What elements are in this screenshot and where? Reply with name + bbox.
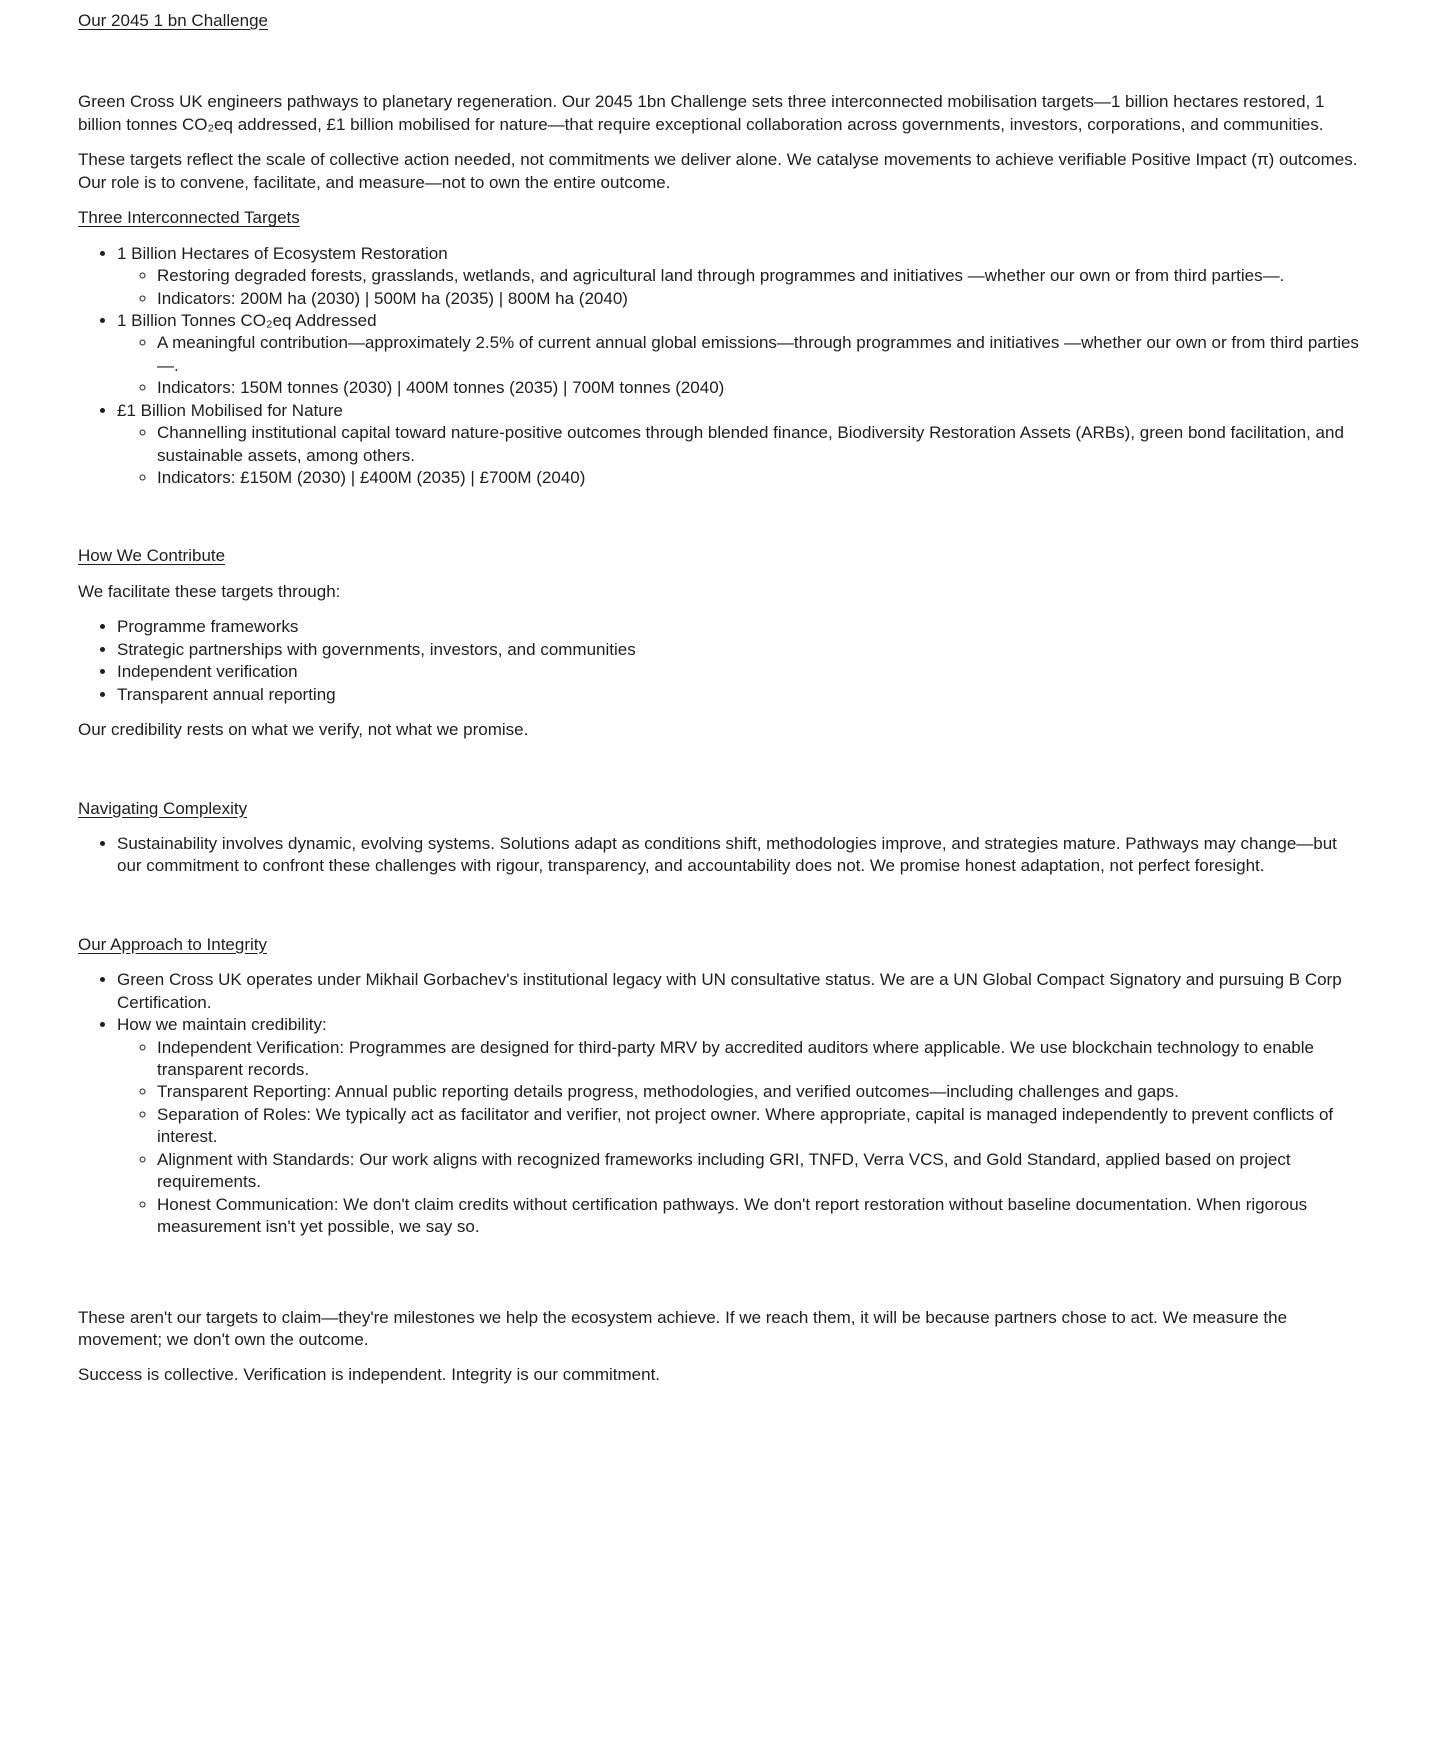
section-navigating-complexity <box>78 798 1366 878</box>
target-subitem-indicators: ◦ Indicators: £150M (2030) | £400M (2035) | £700M (2040) <box>157 467 1366 489</box>
target-item-label: 1 Billion Hectares of Ecosystem Restoration <box>117 243 448 263</box>
targets-list <box>78 243 1366 490</box>
integrity-subitem-reporting: ◦ Transparent Reporting: Annual public reporting details progress, methodologies, and verified outcomes—including challenges and gaps. <box>157 1081 1366 1103</box>
integrity-subitem-verification: ◦ Independent Verification: Programmes are designed for third-party MRV by accredited auditors where applicable. We use blockchain technology to enable transparent records. <box>157 1037 1366 1082</box>
intro-paragraph-2: These targets reflect the scale of collective action needed, not commitments we deliver alone. We catalyse movements to achieve verifiable Positive Impact (π) outcomes. Our role is to convene, facilitate, and measure—not to own the entire outcome. <box>78 150 1358 192</box>
integrity-subitems <box>117 1037 1366 1239</box>
target-item-tonnes <box>117 310 1366 400</box>
integrity-item-label: How we maintain credibility: <box>117 1015 327 1035</box>
contribute-item: • Strategic partnerships with governments, investors, and communities <box>117 639 1366 661</box>
target-subitems <box>117 332 1366 399</box>
target-subitem-indicators: ◦ Indicators: 150M tonnes (2030) | 400M tonnes (2035) | 700M tonnes (2040) <box>157 377 1366 399</box>
target-subitems <box>117 422 1366 489</box>
contribute-item: • Independent verification <box>117 661 1366 683</box>
integrity-subitem-alignment: ◦ Alignment with Standards: Our work aligns with recognized frameworks including GRI, TNFD, Verra VCS, and Gold Standard, applied based on project requirements. <box>157 1149 1366 1194</box>
complexity-list <box>78 833 1366 878</box>
target-item-mobilised <box>117 400 1366 490</box>
section-approach-to-integrity <box>78 934 1366 1239</box>
integrity-item-credibility <box>117 1014 1366 1238</box>
contribute-heading: How We Contribute <box>78 546 226 566</box>
target-subitem-description: ◦ Restoring degraded forests, grasslands, wetlands, and agricultural land through programmes and initiatives —whether our own or from third parties—. <box>157 265 1366 287</box>
target-item-hectares <box>117 243 1366 310</box>
target-subitem-description: ◦ A meaningful contribution—approximately 2.5% of current annual global emissions—through programmes and initiatives —whether our own or from third parties—. <box>157 332 1366 377</box>
closing-paragraph-1: These aren't our targets to claim—they're milestones we help the ecosystem achieve. If we reach them, it will be because partners chose to act. We measure the movement; we don't own the outcome. <box>78 1307 1288 1349</box>
targets-heading: Three Interconnected Targets <box>78 208 300 228</box>
closing-block <box>78 1307 1366 1387</box>
contribute-outro: Our credibility rests on what we verify, not what we promise. <box>78 720 529 740</box>
target-item-label: £1 Billion Mobilised for Nature <box>117 400 343 420</box>
title-spacer <box>78 45 1366 91</box>
target-subitem-description: ◦ Channelling institutional capital toward nature-positive outcomes through blended finance, Biodiversity Restoration Assets (ARBs), green bond facilitation, and sustainable assets, among others. <box>157 422 1366 467</box>
integrity-subitem-communication: ◦ Honest Communication: We don't claim credits without certification pathways. We don't report restoration without baseline documentation. When rigorous measurement isn't yet possible, we say so. <box>157 1194 1366 1239</box>
intro-paragraph-1: Green Cross UK engineers pathways to planetary regeneration. Our 2045 1bn Challenge sets three interconnected mobilisation targets—1 billion hectares restored, 1 billion tonnes CO₂eq addressed, £1 billion mobilised for nature—that require exceptional collaboration across governments, investors, corporations, and communities. <box>78 92 1325 134</box>
contribute-list <box>78 616 1366 706</box>
target-subitems <box>117 265 1366 310</box>
integrity-subitem-separation: ◦ Separation of Roles: We typically act as facilitator and verifier, not project owner. Where appropriate, capital is managed independently to prevent conflicts of interest. <box>157 1104 1366 1149</box>
contribute-item: • Transparent annual reporting <box>117 684 1366 706</box>
integrity-item-legacy: • Green Cross UK operates under Mikhail Gorbachev's institutional legacy with UN consultative status. We are a UN Global Compact Signatory and pursuing B Corp Certification. <box>117 969 1366 1014</box>
target-subitem-indicators: ◦ Indicators: 200M ha (2030) | 500M ha (2035) | 800M ha (2040) <box>157 288 1366 310</box>
integrity-list <box>78 969 1366 1238</box>
complexity-item: • Sustainability involves dynamic, evolving systems. Solutions adapt as conditions shift, methodologies improve, and strategies mature. Pathways may change—but our commitment to confront these challenges with rigour, transparency, and accountability does not. We promise honest adaptation, not perfect foresight. <box>117 833 1366 878</box>
contribute-item: • Programme frameworks <box>117 616 1366 638</box>
complexity-heading: Navigating Complexity <box>78 798 248 818</box>
target-item-label: 1 Billion Tonnes CO₂eq Addressed <box>117 310 377 330</box>
page-title: Our 2045 1 bn Challenge <box>78 11 268 30</box>
integrity-heading: Our Approach to Integrity <box>78 934 267 954</box>
contribute-lead: We facilitate these targets through: <box>78 581 341 601</box>
section-how-we-contribute <box>78 545 1366 741</box>
closing-paragraph-2: Success is collective. Verification is independent. Integrity is our commitment. <box>78 1365 661 1385</box>
